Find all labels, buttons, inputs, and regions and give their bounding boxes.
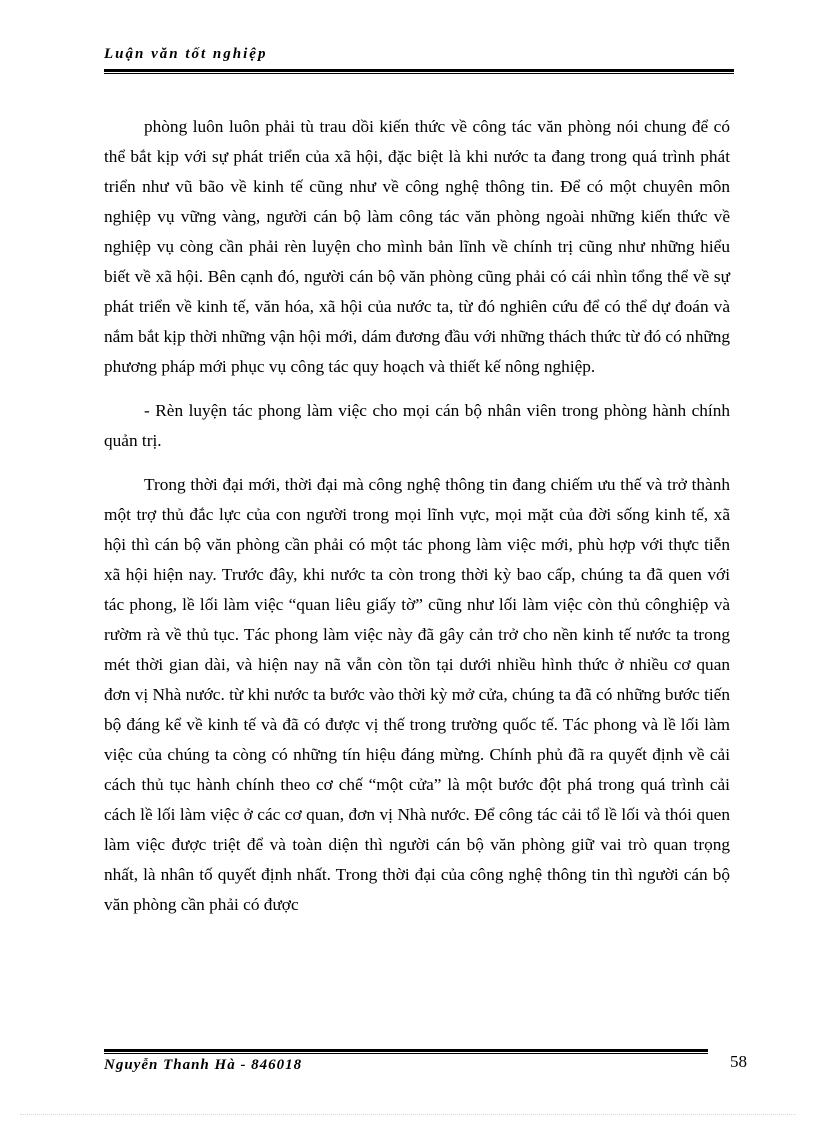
- page-number: 58: [730, 1052, 747, 1071]
- footer-rule-thin: [104, 1053, 708, 1054]
- running-header-title: Luận văn tốt nghiệp: [104, 46, 268, 62]
- header-rule: [104, 69, 734, 72]
- footer-author: Nguyễn Thanh Hà - 846018: [104, 1057, 303, 1073]
- page-edge-divider: [20, 1114, 796, 1115]
- page-body: [104, 112, 730, 920]
- footer-rule: [104, 1049, 708, 1052]
- paragraph-2: - Rèn luyện tác phong làm việc cho mọi cán bộ nhân viên trong phòng hành chính quản trị.: [104, 401, 730, 450]
- header-rule-thin: [104, 73, 734, 74]
- paragraph-1: phòng luôn luôn phải tù trau dồi kiến thức về công tác văn phòng nói chung để có thể bắt kịp với sự phát triển của xã hội, đặc biệt là khi nước ta đang trong quá trình phát triển như vũ bão về kinh tế cũng như về công nghệ thông tin. Để có một chuyên môn nghiệp vụ vững vàng, người cán bộ làm công tác văn phòng ngoài những kiến thức về nghiệp vụ còng cần phải rèn luyện cho mình bản lĩnh về chính trị cũng như những hiểu biết về xã hội. Bên cạnh đó, người cán bộ văn phòng cũng phải có cái nhìn tổng thể về sự phát triển về kinh tế, văn hóa, xã hội của nước ta, từ đó nghiên cứu để có thể dự đoán và nắm bắt kịp thời những vận hội mới, dám đương đầu với những thách thức từ đó có những phương pháp mới phục vụ công tác quy hoạch và thiết kế nông nghiệp.: [104, 117, 730, 376]
- paragraph-3: Trong thời đại mới, thời đại mà công nghệ thông tin đang chiếm ưu thế và trở thành một trợ thủ đắc lực của con người trong mọi lĩnh vực, mọi mặt của đời sống kinh tế, xã hội thì cán bộ văn phòng cần phải có một tác phong làm việc mới, phù hợp với thực tiễn xã hội hiện nay. Trước đây, khi nước ta còn trong thời kỳ bao cấp, chúng ta đã quen với tác phong, lề lối làm việc “quan liêu giấy tờ” cũng như lối làm việc còn thủ cônghiệp và rườm rà về thủ tục. Tác phong làm việc này đã gây cản trở cho nền kinh tế nước ta trong mét thời gian dài, và hiện nay nã vẫn còn tồn tại dưới nhiều hình thức ở nhiều cơ quan đơn vị Nhà nước. từ khi nước ta bước vào thời kỳ mở cửa, chúng ta đã có những bước tiến bộ đáng kể về kinh tế và đã có được vị thế trong trường quốc tế. Tác phong và lề lối làm việc của chúng ta còng có những tín hiệu đáng mừng. Chính phủ đã ra quyết định về cải cách thủ tục hành chính theo cơ chế “một cửa” là một bước đột phá trong quá trình cải cách lề lối làm việc ở các cơ quan, đơn vị Nhà nước. Để công tác cải tổ lề lối và thói quen làm việc được triệt để và toàn diện thì người cán bộ văn phòng giữ vai trò quan trọng nhất, là nhân tố quyết định nhất. Trong thời đại của công nghệ thông tin thì người cán bộ văn phòng cần phải có được: [104, 475, 730, 914]
